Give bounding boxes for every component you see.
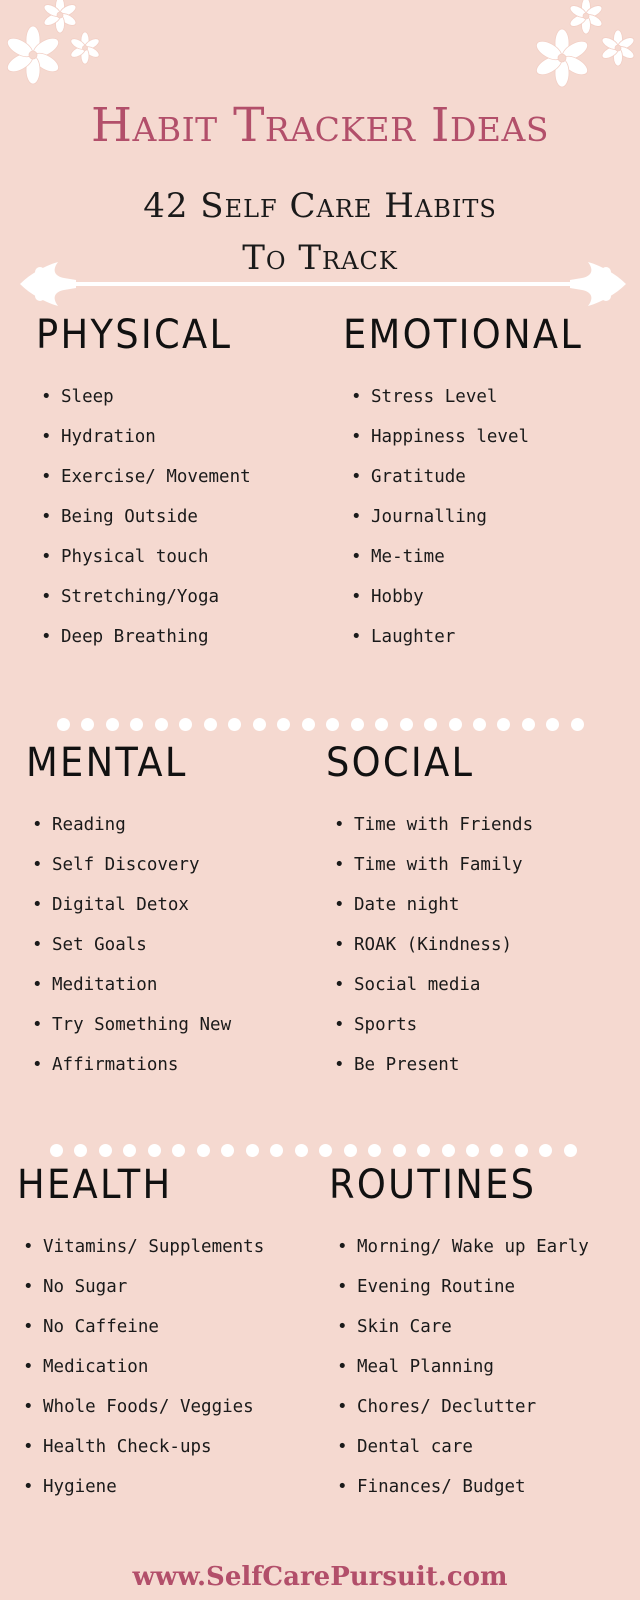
bullet: • [23,1397,34,1417]
list-item: • Reading [52,805,231,845]
list-item: • Whole Foods/ Veggies [43,1387,264,1427]
bullet: • [41,467,52,487]
flower-icon [600,30,636,66]
habit-list [337,1227,589,1507]
list-item: • Dental care [357,1427,589,1467]
subtitle-line-2: To Track [242,238,398,278]
section-routines [329,1162,589,1497]
bullet: • [23,1357,34,1377]
list-item: • Skin Care [357,1307,589,1347]
bullet: • [337,1437,348,1457]
list-item: • ROAK (Kindness) [354,925,533,965]
section-health [17,1162,265,1497]
list-item: • Date night [354,885,533,925]
section-mental [26,740,232,1075]
bullet: • [337,1357,348,1377]
habit-list [32,805,232,1085]
flower-icon [4,26,61,84]
bullet: • [23,1437,34,1457]
list-item: • Laughter [371,617,529,657]
bullet: • [337,1317,348,1337]
bullet: • [41,627,52,647]
habit-list [351,377,530,657]
section-heading: EMOTIONAL [343,312,584,358]
section-heading: ROUTINES [329,1162,537,1208]
list-item: • Vitamins/ Supplements [43,1227,264,1267]
bullet: • [334,935,345,955]
list-item: • Health Check-ups [43,1427,264,1467]
bullet: • [334,1055,345,1075]
list-item: • Be Present [354,1045,533,1085]
bullet: • [41,387,52,407]
section-heading: HEALTH [17,1162,173,1208]
list-item: • Sleep [61,377,251,417]
bullet: • [32,935,43,955]
list-item: • Medication [43,1347,264,1387]
section-emotional [343,312,604,647]
flower-icon [533,29,590,87]
list-item: • Physical touch [61,537,251,577]
bullet: • [351,387,362,407]
bullet: • [351,587,362,607]
bullet: • [351,627,362,647]
flower-icon [42,0,78,33]
bullet: • [337,1277,348,1297]
section-heading: SOCIAL [326,740,475,786]
bullet: • [23,1317,34,1337]
list-item: • Stretching/Yoga [61,577,251,617]
section-social [326,740,534,1075]
list-item: • No Caffeine [43,1307,264,1347]
bullet: • [337,1397,348,1417]
list-item: • Try Something New [52,1005,231,1045]
list-item: • Chores/ Declutter [357,1387,589,1427]
list-item: • Morning/ Wake up Early [357,1227,589,1267]
bullet: • [41,587,52,607]
flower-icon [69,32,101,64]
flower-icon [568,0,604,34]
bullet: • [334,855,345,875]
bullet: • [23,1277,34,1297]
bullet: • [32,895,43,915]
list-item: • Journalling [371,497,529,537]
ornament-divider-icon [18,258,628,310]
habit-list [23,1227,265,1507]
website-link[interactable]: www.SelfCarePursuit.com [132,1562,508,1592]
list-item: • Me-time [371,537,529,577]
bullet: • [41,427,52,447]
bullet: • [351,507,362,527]
bullet: • [337,1477,348,1497]
habit-list [41,377,251,657]
bullet: • [334,895,345,915]
bullet: • [41,547,52,567]
bullet: • [32,1015,43,1035]
list-item: • Hobby [371,577,529,617]
list-item: • Stress Level [371,377,529,417]
list-item: • Set Goals [52,925,231,965]
section-physical [36,312,251,647]
list-item: • Social media [354,965,533,1005]
habit-list [334,805,534,1085]
bullet: • [334,975,345,995]
list-item: • Hygiene [43,1467,264,1507]
bullet: • [32,1055,43,1075]
bullet: • [351,467,362,487]
bullet: • [351,547,362,567]
list-item: • Exercise/ Movement [61,457,251,497]
list-item: • Digital Detox [52,885,231,925]
flower-decoration-top-left [0,0,110,95]
list-item: • Sports [354,1005,533,1045]
list-item: • Affirmations [52,1045,231,1085]
list-item: • Time with Friends [354,805,533,845]
section-heading: PHYSICAL [36,312,233,358]
list-item: • Evening Routine [357,1267,589,1307]
list-item: • Deep Breathing [61,617,251,657]
list-item: • Happiness level [371,417,529,457]
bullet: • [23,1477,34,1497]
list-item: • Self Discovery [52,845,231,885]
list-item: • Time with Family [354,845,533,885]
bullet: • [32,815,43,835]
bullet: • [337,1237,348,1257]
list-item: • Meditation [52,965,231,1005]
dot-divider [57,718,584,732]
list-item: • Finances/ Budget [357,1467,589,1507]
page-title: Habit Tracker Ideas [91,98,549,153]
subtitle-line-1: 42 Self Care Habits [143,186,497,226]
list-item: • No Sugar [43,1267,264,1307]
section-heading: MENTAL [26,740,188,786]
list-item: • Meal Planning [357,1347,589,1387]
bullet: • [334,815,345,835]
bullet: • [32,975,43,995]
list-item: • Being Outside [61,497,251,537]
bullet: • [41,507,52,527]
bullet: • [23,1237,34,1257]
bullet: • [334,1015,345,1035]
list-item: • Hydration [61,417,251,457]
bullet: • [351,427,362,447]
flower-decoration-top-right [530,0,640,95]
bullet: • [32,855,43,875]
list-item: • Gratitude [371,457,529,497]
dot-divider [50,1144,577,1158]
